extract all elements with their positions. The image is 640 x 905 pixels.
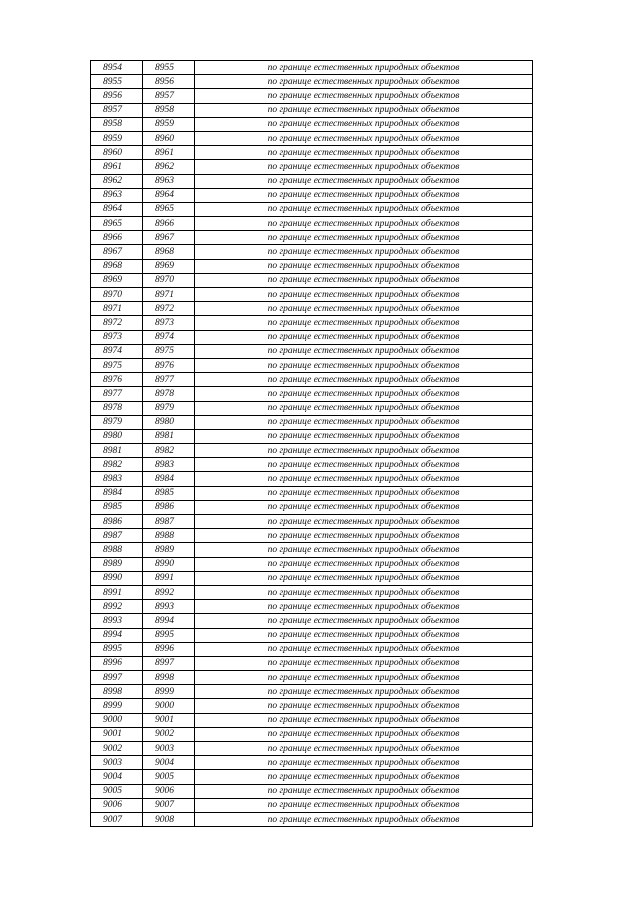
boundary-description-cell: по границе естественных природных объектов — [195, 231, 533, 245]
boundary-description-cell: по границе естественных природных объектов — [195, 685, 533, 699]
point-from-cell: 8980 — [91, 429, 143, 443]
point-to-cell: 8971 — [143, 288, 195, 302]
boundary-description-cell: по границе естественных природных объектов — [195, 628, 533, 642]
boundary-description-cell: по границе естественных природных объектов — [195, 699, 533, 713]
point-to-cell: 8997 — [143, 656, 195, 670]
table-row — [91, 131, 533, 145]
point-from-cell: 9003 — [91, 756, 143, 770]
boundary-description-cell: по границе естественных природных объектов — [195, 344, 533, 358]
boundary-description-cell: по границе естественных природных объектов — [195, 529, 533, 543]
point-to-cell: 8998 — [143, 671, 195, 685]
point-from-cell: 8963 — [91, 188, 143, 202]
point-to-cell: 8980 — [143, 415, 195, 429]
table-row — [91, 61, 533, 75]
point-to-cell: 9001 — [143, 713, 195, 727]
point-from-cell: 9005 — [91, 784, 143, 798]
point-from-cell: 8962 — [91, 174, 143, 188]
point-from-cell: 8979 — [91, 415, 143, 429]
point-to-cell: 9007 — [143, 798, 195, 812]
point-to-cell: 9002 — [143, 727, 195, 741]
boundary-description-cell: по границе естественных природных объектов — [195, 259, 533, 273]
table-row — [91, 812, 533, 826]
table-row — [91, 146, 533, 160]
point-to-cell: 8981 — [143, 429, 195, 443]
boundary-description-cell: по границе естественных природных объектов — [195, 103, 533, 117]
table-row — [91, 585, 533, 599]
point-from-cell: 8991 — [91, 585, 143, 599]
table-row — [91, 316, 533, 330]
table-row — [91, 557, 533, 571]
point-to-cell: 8956 — [143, 75, 195, 89]
boundary-description-cell: по границе естественных природных объектов — [195, 500, 533, 514]
boundary-description-cell: по границе естественных природных объектов — [195, 217, 533, 231]
point-from-cell: 8976 — [91, 373, 143, 387]
point-from-cell: 8967 — [91, 245, 143, 259]
table-row — [91, 614, 533, 628]
point-from-cell: 8997 — [91, 671, 143, 685]
table-row — [91, 798, 533, 812]
boundary-description-cell: по границе естественных природных объектов — [195, 117, 533, 131]
point-to-cell: 8982 — [143, 444, 195, 458]
point-from-cell: 8990 — [91, 571, 143, 585]
point-to-cell: 8992 — [143, 585, 195, 599]
table-row — [91, 302, 533, 316]
table-row — [91, 699, 533, 713]
boundary-description-cell: по границе естественных природных объектов — [195, 330, 533, 344]
table-row — [91, 344, 533, 358]
point-to-cell: 8986 — [143, 500, 195, 514]
boundary-description-cell: по границе естественных природных объектов — [195, 756, 533, 770]
point-to-cell: 8968 — [143, 245, 195, 259]
point-to-cell: 8977 — [143, 373, 195, 387]
table-row — [91, 671, 533, 685]
point-to-cell: 8974 — [143, 330, 195, 344]
point-from-cell: 8959 — [91, 131, 143, 145]
boundary-description-cell: по границе естественных природных объектов — [195, 600, 533, 614]
point-to-cell: 8996 — [143, 642, 195, 656]
point-to-cell: 8967 — [143, 231, 195, 245]
boundary-description-cell: по границе естественных природных объектов — [195, 472, 533, 486]
point-from-cell: 8999 — [91, 699, 143, 713]
table-row — [91, 103, 533, 117]
point-to-cell: 8958 — [143, 103, 195, 117]
point-to-cell: 8985 — [143, 486, 195, 500]
point-from-cell: 8954 — [91, 61, 143, 75]
table-row — [91, 330, 533, 344]
table-row — [91, 245, 533, 259]
point-from-cell: 8961 — [91, 160, 143, 174]
boundary-description-cell: по границе естественных природных объектов — [195, 727, 533, 741]
point-from-cell: 8975 — [91, 358, 143, 372]
point-from-cell: 8970 — [91, 288, 143, 302]
point-to-cell: 9005 — [143, 770, 195, 784]
point-to-cell: 8994 — [143, 614, 195, 628]
table-row — [91, 117, 533, 131]
boundary-description-cell: по границе естественных природных объектов — [195, 429, 533, 443]
point-from-cell: 8965 — [91, 217, 143, 231]
point-to-cell: 8975 — [143, 344, 195, 358]
boundary-description-cell: по границе естественных природных объектов — [195, 316, 533, 330]
table-row — [91, 600, 533, 614]
boundary-description-cell: по границе естественных природных объектов — [195, 146, 533, 160]
table-row — [91, 500, 533, 514]
point-to-cell: 8962 — [143, 160, 195, 174]
point-to-cell: 8983 — [143, 458, 195, 472]
boundary-description-cell: по границе естественных природных объектов — [195, 245, 533, 259]
table-row — [91, 160, 533, 174]
boundary-description-cell: по границе естественных природных объектов — [195, 557, 533, 571]
table-row — [91, 444, 533, 458]
point-to-cell: 9003 — [143, 742, 195, 756]
point-from-cell: 8996 — [91, 656, 143, 670]
table-row — [91, 231, 533, 245]
point-from-cell: 8960 — [91, 146, 143, 160]
table-row — [91, 656, 533, 670]
point-from-cell: 8985 — [91, 500, 143, 514]
table-row — [91, 373, 533, 387]
table-row — [91, 202, 533, 216]
table-row — [91, 288, 533, 302]
boundary-description-cell: по границе естественных природных объектов — [195, 671, 533, 685]
point-from-cell: 8956 — [91, 89, 143, 103]
boundary-description-cell: по границе естественных природных объектов — [195, 273, 533, 287]
boundary-description-cell: по границе естественных природных объектов — [195, 288, 533, 302]
boundary-description-cell: по границе естественных природных объектов — [195, 812, 533, 826]
boundary-description-cell: по границе естественных природных объектов — [195, 798, 533, 812]
table-row — [91, 259, 533, 273]
point-from-cell: 8988 — [91, 543, 143, 557]
point-to-cell: 8972 — [143, 302, 195, 316]
point-from-cell: 9007 — [91, 812, 143, 826]
point-from-cell: 9001 — [91, 727, 143, 741]
boundary-description-cell: по границе естественных природных объектов — [195, 160, 533, 174]
boundary-description-cell: по границе естественных природных объектов — [195, 202, 533, 216]
point-from-cell: 8981 — [91, 444, 143, 458]
table-row — [91, 571, 533, 585]
boundary-description-cell: по границе естественных природных объектов — [195, 401, 533, 415]
point-to-cell: 9006 — [143, 784, 195, 798]
point-to-cell: 8959 — [143, 117, 195, 131]
point-from-cell: 8972 — [91, 316, 143, 330]
point-to-cell: 8979 — [143, 401, 195, 415]
point-to-cell: 8991 — [143, 571, 195, 585]
boundary-description-cell: по границе естественных природных объектов — [195, 770, 533, 784]
table-row — [91, 770, 533, 784]
point-to-cell: 8993 — [143, 600, 195, 614]
point-to-cell: 8960 — [143, 131, 195, 145]
point-from-cell: 8998 — [91, 685, 143, 699]
point-to-cell: 8969 — [143, 259, 195, 273]
point-from-cell: 8986 — [91, 515, 143, 529]
boundary-description-cell: по границе естественных природных объектов — [195, 614, 533, 628]
point-from-cell: 8995 — [91, 642, 143, 656]
point-from-cell: 8971 — [91, 302, 143, 316]
point-from-cell: 8987 — [91, 529, 143, 543]
boundary-description-cell: по границе естественных природных объектов — [195, 656, 533, 670]
table-row — [91, 727, 533, 741]
point-to-cell: 8978 — [143, 387, 195, 401]
point-to-cell: 8973 — [143, 316, 195, 330]
boundary-description-cell: по границе естественных природных объектов — [195, 444, 533, 458]
boundary-description-cell: по границе естественных природных объектов — [195, 486, 533, 500]
boundary-description-cell: по границе естественных природных объектов — [195, 302, 533, 316]
point-from-cell: 8983 — [91, 472, 143, 486]
point-to-cell: 8990 — [143, 557, 195, 571]
point-to-cell: 8966 — [143, 217, 195, 231]
point-from-cell: 8982 — [91, 458, 143, 472]
point-to-cell: 8976 — [143, 358, 195, 372]
boundary-description-cell: по границе естественных природных объектов — [195, 188, 533, 202]
point-from-cell: 8974 — [91, 344, 143, 358]
boundary-description-cell: по границе естественных природных объектов — [195, 515, 533, 529]
point-to-cell: 9000 — [143, 699, 195, 713]
table-row — [91, 75, 533, 89]
point-from-cell: 8984 — [91, 486, 143, 500]
table-row — [91, 713, 533, 727]
point-to-cell: 8963 — [143, 174, 195, 188]
table-row — [91, 784, 533, 798]
point-from-cell: 8969 — [91, 273, 143, 287]
point-to-cell: 8984 — [143, 472, 195, 486]
boundary-description-cell: по границе естественных природных объектов — [195, 131, 533, 145]
boundary-description-cell: по границе естественных природных объектов — [195, 89, 533, 103]
point-from-cell: 9004 — [91, 770, 143, 784]
point-to-cell: 8957 — [143, 89, 195, 103]
table-row — [91, 756, 533, 770]
point-to-cell: 8961 — [143, 146, 195, 160]
boundary-description-cell: по границе естественных природных объектов — [195, 358, 533, 372]
table-row — [91, 174, 533, 188]
table-row — [91, 273, 533, 287]
point-from-cell: 8978 — [91, 401, 143, 415]
table-row — [91, 642, 533, 656]
point-from-cell: 8993 — [91, 614, 143, 628]
point-to-cell: 8995 — [143, 628, 195, 642]
point-to-cell: 8970 — [143, 273, 195, 287]
point-from-cell: 8968 — [91, 259, 143, 273]
point-from-cell: 9006 — [91, 798, 143, 812]
point-from-cell: 8973 — [91, 330, 143, 344]
table-row — [91, 188, 533, 202]
table-row — [91, 415, 533, 429]
table-row — [91, 529, 533, 543]
table-row — [91, 543, 533, 557]
point-from-cell: 9002 — [91, 742, 143, 756]
point-from-cell: 8977 — [91, 387, 143, 401]
table-row — [91, 486, 533, 500]
table-row — [91, 401, 533, 415]
point-from-cell: 8957 — [91, 103, 143, 117]
boundary-table-body — [91, 61, 533, 827]
boundary-description-cell: по границе естественных природных объектов — [195, 642, 533, 656]
point-to-cell: 8989 — [143, 543, 195, 557]
boundary-description-cell: по границе естественных природных объектов — [195, 713, 533, 727]
point-to-cell: 8999 — [143, 685, 195, 699]
table-row — [91, 387, 533, 401]
boundary-description-cell: по границе естественных природных объектов — [195, 784, 533, 798]
boundary-description-cell: по границе естественных природных объектов — [195, 742, 533, 756]
point-from-cell: 8964 — [91, 202, 143, 216]
boundary-description-cell: по границе естественных природных объектов — [195, 585, 533, 599]
point-from-cell: 9000 — [91, 713, 143, 727]
point-to-cell: 8965 — [143, 202, 195, 216]
point-to-cell: 9008 — [143, 812, 195, 826]
table-row — [91, 217, 533, 231]
boundary-description-cell: по границе естественных природных объектов — [195, 458, 533, 472]
table-row — [91, 628, 533, 642]
boundary-description-cell: по границе естественных природных объектов — [195, 75, 533, 89]
boundary-description-cell: по границе естественных природных объектов — [195, 373, 533, 387]
boundary-description-cell: по границе естественных природных объектов — [195, 415, 533, 429]
boundary-description-cell: по границе естественных природных объектов — [195, 61, 533, 75]
point-to-cell: 9004 — [143, 756, 195, 770]
boundary-description-cell: по границе естественных природных объектов — [195, 571, 533, 585]
point-to-cell: 8987 — [143, 515, 195, 529]
table-row — [91, 685, 533, 699]
point-from-cell: 8989 — [91, 557, 143, 571]
table-row — [91, 742, 533, 756]
point-from-cell: 8958 — [91, 117, 143, 131]
point-from-cell: 8992 — [91, 600, 143, 614]
table-row — [91, 515, 533, 529]
point-to-cell: 8988 — [143, 529, 195, 543]
point-from-cell: 8966 — [91, 231, 143, 245]
point-from-cell: 8994 — [91, 628, 143, 642]
table-row — [91, 358, 533, 372]
table-row — [91, 472, 533, 486]
boundary-description-cell: по границе естественных природных объектов — [195, 543, 533, 557]
table-row — [91, 458, 533, 472]
boundary-table — [90, 60, 533, 827]
point-to-cell: 8964 — [143, 188, 195, 202]
point-to-cell: 8955 — [143, 61, 195, 75]
boundary-description-cell: по границе естественных природных объектов — [195, 174, 533, 188]
point-from-cell: 8955 — [91, 75, 143, 89]
table-row — [91, 89, 533, 103]
table-row — [91, 429, 533, 443]
boundary-description-cell: по границе естественных природных объектов — [195, 387, 533, 401]
